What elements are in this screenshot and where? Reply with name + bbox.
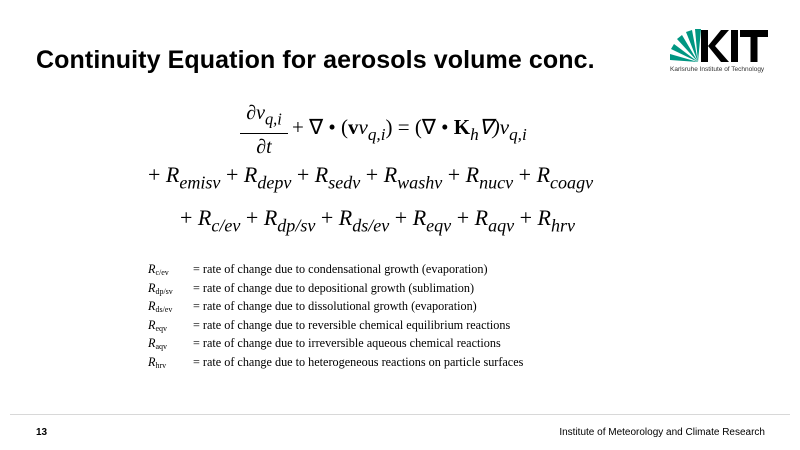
kit-logo-rays xyxy=(670,29,701,62)
page-number: 13 xyxy=(36,427,48,438)
legend-row xyxy=(148,299,523,318)
legend-description: = rate of change due to dissolutional growth (evaporation) xyxy=(193,299,477,314)
equation-line-3: + $R_{c/ev} + R_{dp/sv} + R_{ds/ev} + R_{eqv} + R_{aqv} + R_{hrv}$ xyxy=(180,205,576,236)
equation-line-1 xyxy=(232,100,572,160)
equation-line-1-rhs: + ∇ • $(vv_{q,i})$ = (∇ • $K_h\nabla)v_{q,i}$ xyxy=(292,115,527,145)
legend-row xyxy=(148,318,523,337)
legend-row xyxy=(148,262,523,281)
legend-symbol: $R_{dp/sv}$ xyxy=(148,280,173,296)
legend-row xyxy=(148,336,523,355)
legend-description: = rate of change due to reversible chemical equilibrium reactions xyxy=(193,317,511,332)
legend-symbol: $R_{hrv}$ xyxy=(148,354,167,370)
footer-divider xyxy=(10,414,790,415)
legend-symbol: $R_{eqv}$ xyxy=(148,317,168,333)
legend-description: = rate of change due to heterogeneous reactions on particle surfaces xyxy=(193,354,524,369)
legend-row xyxy=(148,355,523,374)
legend-description: = rate of change due to condensational growth (evaporation) xyxy=(193,262,488,276)
legend-symbol: $R_{aqv}$ xyxy=(148,336,168,352)
legend-description: = rate of change due to irreversible aqueous chemical reactions xyxy=(193,336,501,351)
equation-line-2: + $R_{emisv} + R_{depv} + R_{sedv} + R_{washv} + R_{nucv} + R_{coagv}$ xyxy=(148,162,594,193)
logo-tagline: Karlsruhe Institute of Technology xyxy=(670,66,765,73)
rate-term-legend xyxy=(148,262,523,374)
time-derivative-fraction: $\partial v_{q,i}$ ∂t xyxy=(240,102,288,158)
legend-symbol: $R_{c/ev}$ xyxy=(148,262,169,277)
footer-institute: Institute of Meteorology and Climate Research xyxy=(559,427,765,438)
legend-symbol: $R_{ds/ev}$ xyxy=(148,299,173,315)
legend-description: = rate of change due to depositional growth (sublimation) xyxy=(193,280,475,295)
legend-row xyxy=(148,281,523,300)
slide-title: Continuity Equation for aerosols volume conc. xyxy=(36,46,595,74)
